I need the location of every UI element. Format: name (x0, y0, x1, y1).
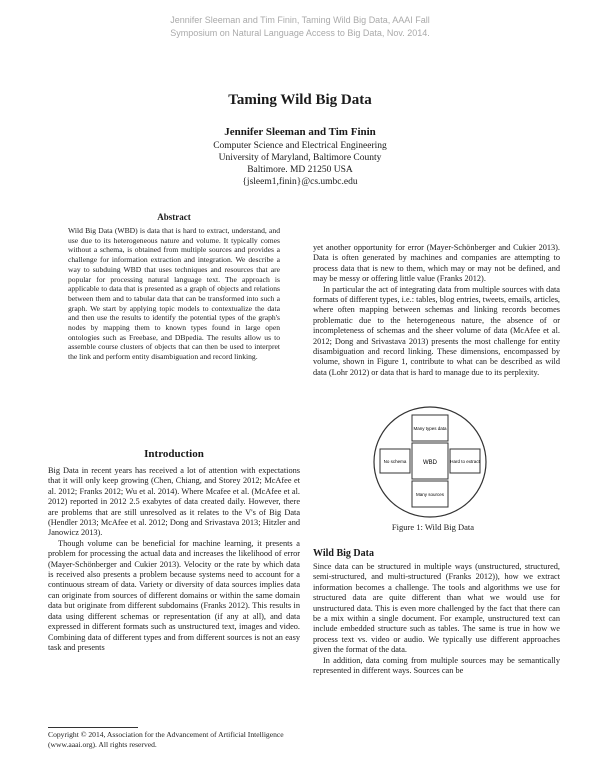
affiliation-line: University of Maryland, Baltimore County (218, 153, 382, 163)
affiliation-line: Computer Science and Electrical Engineering (213, 141, 387, 151)
abstract-text: Wild Big Data (WBD) is data that is hard to extract, understand, and use due to its heterogeneous nature and volume. It typically comes without a schema, is obtained from multiple sources and provides a challenge for information extraction and integration. We describe a way to subduing WBD that uses techniques and resources that are popular for processing natural language text. The approach is applicable to data that is presented as a graph of objects and relations between them and to tabular data that can be transformed into such a graph. We start by applying topic models to contextualize the data and then use the results to identify the potential types of the graph's nodes by mapping them to known types found in large open ontologies such as Freebase, and DBpedia. The results allow us to assemble course clusters of objects that can then be used to interpret the link and perform entity disambiguation and record linking. (68, 226, 280, 362)
header-note (150, 14, 450, 40)
abstract-heading: Abstract (157, 212, 191, 222)
paragraph: In particular the act of integrating data from multiple sources with data formats of different types, i.e.: tables, blog entries, tweets, emails, articles, where often mapping between schemas and linking records becomes problematic due to the heterogeneous nature, the absence of or incompleteness of schemas and the sheer volume of data (McAfee et al. 2012; Dong and Srivastava 2013) presents the most challenge for entity disambiguation and record linking. These dimensions, encompassed by volume, shown in Figure 1, contribute to what can be described as wild data (Lohr 2012) or data that is hard to manage due to its perplexity. (313, 284, 560, 377)
figure-center-label: WBD (423, 460, 437, 466)
figure-top-label: Many types data (413, 426, 447, 431)
paragraph: yet another opportunity for error (Mayer-Schönberger and Cukier 2013). Data is often generated by machines and companies are attempting to process data that is new to them, which may or may not be defined, and may be messy or offering little value (Franks 2012). (313, 243, 560, 284)
wild-big-data-figure (372, 405, 488, 519)
affiliation (0, 140, 600, 188)
paragraph: In addition, data coming from multiple sources may be semantically represented in different ways. Sources can be (313, 655, 560, 676)
wild-big-data-heading: Wild Big Data (313, 548, 374, 559)
figure-caption: Figure 1: Wild Big Data (391, 522, 475, 532)
right-column-body (313, 243, 560, 388)
paper-title: Taming Wild Big Data (228, 92, 372, 108)
figure-right-label: Hard to extract (450, 459, 480, 464)
introduction-body (48, 466, 300, 720)
paragraph: Though volume can be beneficial for machine learning, it presents a problem for processing the actual data and increases the likelihood of error (Mayer-Schönberger and Cukier 2013). Velocity or the rate by which data is received also presents a problem because systems need to account for a continuous stream of data. Variety or diversity of data sources implies data can originate from sources of different domains or within the same domain data but originate from different subdomains (Franks 2012). This results in data using different schemas or representation (if any at all), and data expressed in different formats such as unstructured text, images and video. Combining data of different types and from different sources is not an easy task and presents (48, 538, 300, 652)
affiliation-line: Baltimore. MD 21250 USA (247, 165, 353, 175)
figure-bottom-label: Many sources (415, 492, 445, 497)
figure-left-label: No schema (383, 459, 407, 464)
affiliation-email: {jsleem1,finin}@cs.umbc.edu (242, 177, 358, 187)
header-note-line: Jennifer Sleeman and Tim Finin, Taming Wild Big Data, AAAI Fall (170, 15, 430, 25)
paragraph: Since data can be structured in multiple ways (unstructured, structured, semi-structured, and multi-structured (Franks 2012)), how we extract information becomes a challenge. The tools and algorithms we use for structured data are quite different than what we would use for unstructured data. This is even more challenged by the fact that there can be a mix within a single document. For example, unstructured text can include embedded structure such as tables. The same is true in how we process text vs. video or audio. We typically use different approaches given the format of the data. (313, 562, 560, 655)
header-note-line: Symposium on Natural Language Access to Big Data, Nov. 2014. (170, 28, 430, 38)
wild-big-data-body (313, 562, 560, 772)
paragraph: Big Data in recent years has received a lot of attention with expectations that it will only keep growing (Chen, Chiang, and Storey 2012; McAfee et al. 2012; Franks 2012; Wu et al. 2014). Where Mcafee et al. (McAfee et al. 2012) reported in 2012 2.5 exabytes of data created daily. However, there are problems that are still unresolved as it relates to the V's of Big Data (Hendler 2013; McAfee et al. 2012; Dong and Srivastava 2013; Hitzler and Janowicz 2013). (48, 466, 300, 538)
introduction-heading: Introduction (144, 448, 204, 460)
authors: Jennifer Sleeman and Tim Finin (224, 126, 376, 138)
footnote-rule (48, 727, 138, 728)
copyright-notice: Copyright © 2014, Association for the Advancement of Artificial Intelligence (www.aaai.org). All rights reserved. (48, 730, 284, 749)
